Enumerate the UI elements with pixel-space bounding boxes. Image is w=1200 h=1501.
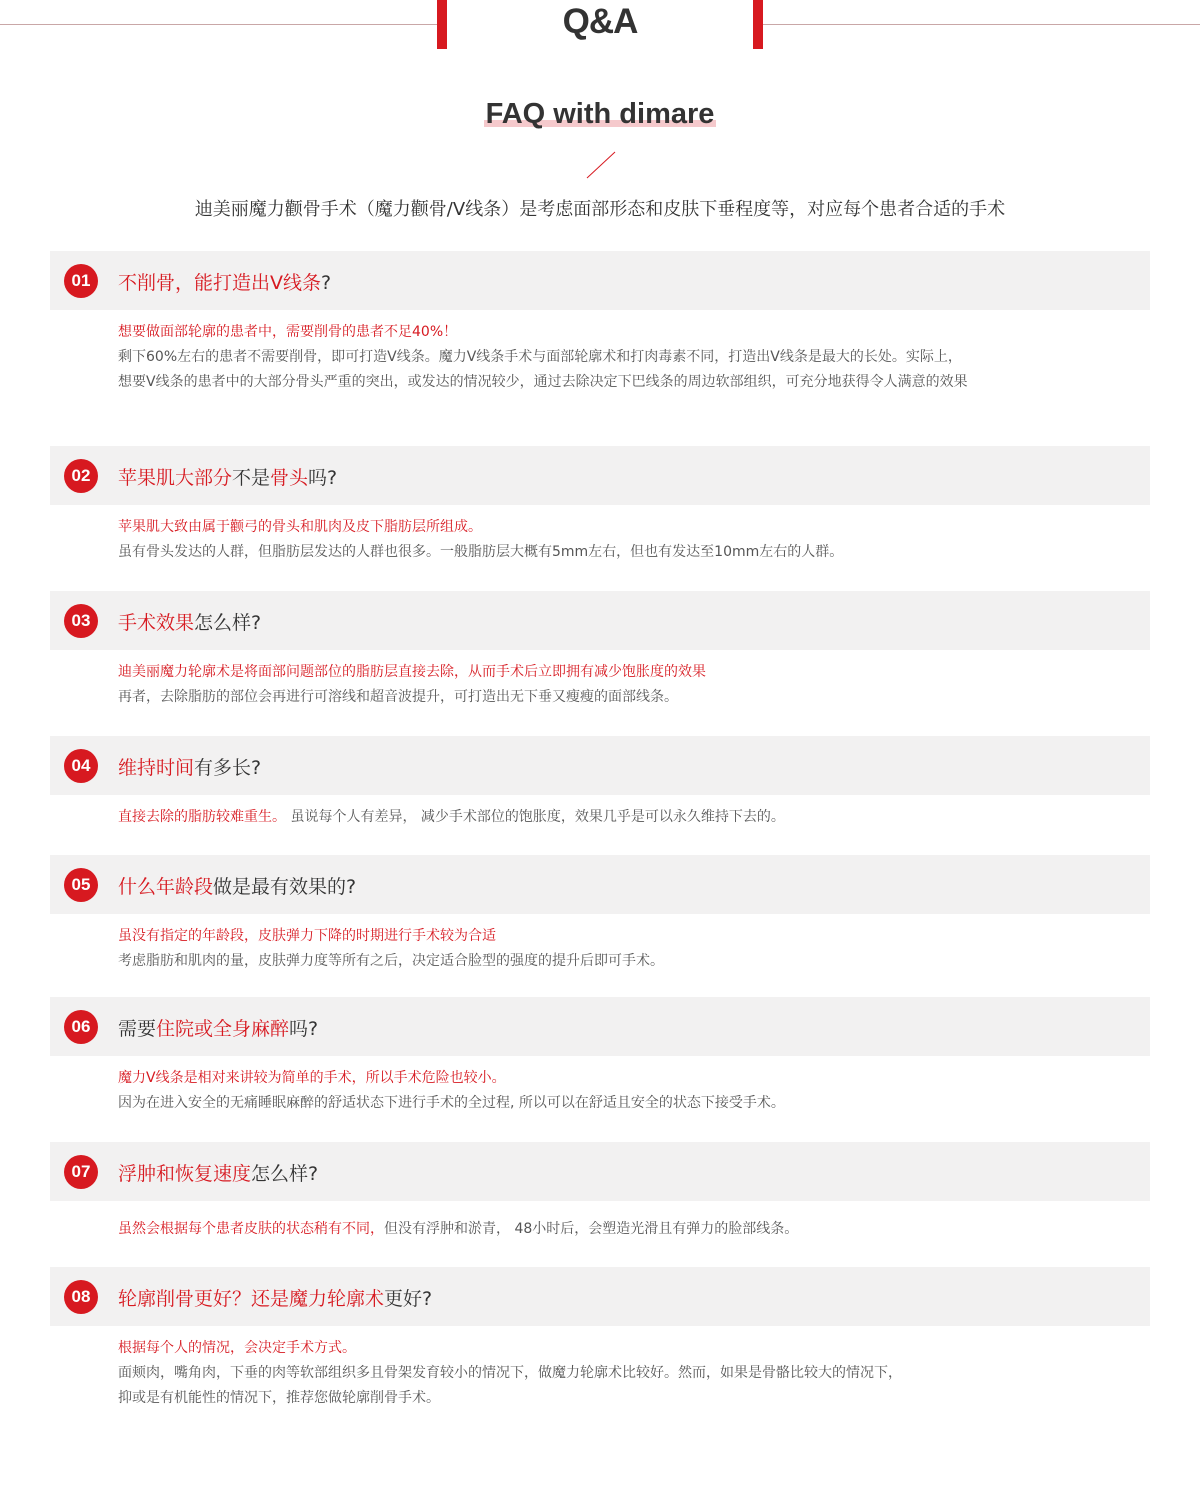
faq-number-badge: 02 bbox=[64, 459, 98, 493]
faq-answer-line bbox=[118, 1336, 1118, 1361]
faq-answer-segment: 苹果肌大致由属于颧弓的骨头和肌肉及皮下脂肪层所组成。 bbox=[118, 519, 482, 535]
faq-answer-line bbox=[118, 1386, 1118, 1411]
faq-answer-segment: 迪美丽魔力轮廓术是将面部问题部位的脂肪层直接去除，从而手术后立即拥有减少饱胀度的效果 bbox=[118, 664, 706, 680]
faq-question-segment: 不是 bbox=[232, 467, 271, 489]
faq-question bbox=[118, 463, 337, 490]
faq-question bbox=[118, 608, 261, 635]
faq-question-segment: 不削骨，能打造出V线条 bbox=[118, 272, 321, 294]
faq-answer-line bbox=[118, 540, 1118, 565]
faq-answer-segment: 剩下60%左右的患者不需要削骨，即可打造V线条。魔力V线条手术与面部轮廓术和打肉毒素不同，打造出V线条是最大的长处。实际上， bbox=[118, 349, 962, 365]
header-accent-bar-right bbox=[753, 0, 763, 49]
faq-answer-line bbox=[118, 924, 1118, 949]
faq-answer-line bbox=[118, 1361, 1118, 1386]
faq-question bbox=[118, 753, 261, 780]
faq-answer-line bbox=[118, 949, 1118, 974]
faq-number-badge: 04 bbox=[64, 749, 98, 783]
faq-answer-line bbox=[118, 345, 1118, 370]
faq-answer-line bbox=[118, 805, 1118, 830]
faq-question-segment: 轮廓削骨更好？还是魔力轮廓术 bbox=[118, 1288, 385, 1310]
faq-question-bar bbox=[50, 251, 1150, 310]
page-title: Q&A bbox=[562, 2, 638, 41]
faq-answer-segment: 面颊肉，嘴角肉，下垂的肉等软部组织多且骨架发育较小的情况下，做魔力轮廓术比较好。然而，如果是骨骼比较大的情况下， bbox=[118, 1365, 902, 1381]
slash-decoration-icon bbox=[586, 151, 616, 179]
faq-answer-segment: 魔力V线条是相对来讲较为简单的手术，所以手术危险也较小。 bbox=[118, 1070, 506, 1086]
faq-question-segment: 吗? bbox=[308, 467, 338, 489]
faq-question bbox=[118, 1014, 318, 1041]
header-divider-left bbox=[0, 24, 440, 25]
faq-number-badge: 01 bbox=[64, 264, 98, 298]
faq-answer-segment: 虽然会根据每个患者皮肤的状态稍有不同， bbox=[118, 1221, 384, 1237]
faq-question-segment: 骨头 bbox=[270, 467, 309, 489]
faq-answer-segment: 抑或是有机能性的情况下，推荐您做轮廓削骨手术。 bbox=[118, 1390, 440, 1406]
faq-answer-line bbox=[118, 1066, 1118, 1091]
faq-question-segment: 有多长? bbox=[194, 757, 262, 779]
faq-answer bbox=[118, 1217, 1118, 1242]
faq-question-segment: 手术效果 bbox=[118, 612, 195, 634]
faq-answer bbox=[118, 660, 1118, 710]
faq-answer-segment: 考虑脂肪和肌肉的量，皮肤弹力度等所有之后，决定适合脸型的强度的提升后即可手术。 bbox=[118, 953, 664, 969]
faq-answer-segment: 想要V线条的患者中的大部分骨头严重的突出，或发达的情况较少，通过去除决定下巴线条的周边软部组织，可充分地获得令人满意的效果 bbox=[118, 374, 968, 390]
faq-question-bar bbox=[50, 997, 1150, 1056]
faq-question-bar bbox=[50, 736, 1150, 795]
faq-answer-segment: 直接去除的脂肪较难重生。 bbox=[118, 809, 286, 825]
faq-answer-line bbox=[118, 320, 1118, 345]
faq-number-badge: 06 bbox=[64, 1010, 98, 1044]
faq-section-title bbox=[0, 98, 1200, 131]
faq-question-segment: 需要 bbox=[118, 1018, 157, 1040]
faq-question-bar bbox=[50, 1267, 1150, 1326]
faq-question-segment: 吗? bbox=[289, 1018, 319, 1040]
faq-answer bbox=[118, 320, 1118, 395]
faq-answer-segment: 因为在进入安全的无痛睡眠麻醉的舒适状态下进行手术的全过程, 所以可以在舒适且安全的状态下接受手术。 bbox=[118, 1095, 785, 1111]
faq-answer bbox=[118, 1336, 1118, 1411]
faq-question-bar bbox=[50, 591, 1150, 650]
faq-number-badge: 07 bbox=[64, 1155, 98, 1189]
header-divider-right bbox=[762, 24, 1200, 25]
faq-answer-segment: 根据每个人的情况，会决定手术方式。 bbox=[118, 1340, 356, 1356]
intro-text: 迪美丽魔力颧骨手术（魔力颧骨/V线条）是考虑面部形态和皮肤下垂程度等，对应每个患者合适的手术 bbox=[194, 199, 1006, 220]
faq-answer-line bbox=[118, 685, 1118, 710]
faq-answer-segment: 虽没有指定的年龄段，皮肤弹力下降的时期进行手术较为合适 bbox=[118, 928, 496, 944]
faq-number-badge: 08 bbox=[64, 1280, 98, 1314]
faq-question-bar bbox=[50, 446, 1150, 505]
faq-answer bbox=[118, 924, 1118, 974]
faq-question-segment: 住院或全身麻醉 bbox=[156, 1018, 290, 1040]
header-accent-bar-left bbox=[437, 0, 447, 49]
faq-question-segment: 什么年龄段 bbox=[118, 876, 214, 898]
faq-question-segment: 怎么样? bbox=[194, 612, 262, 634]
faq-number-badge: 05 bbox=[64, 868, 98, 902]
faq-answer-line bbox=[118, 1217, 1118, 1242]
faq-question-segment: 怎么样? bbox=[251, 1163, 319, 1185]
faq-answer bbox=[118, 515, 1118, 565]
faq-question-bar bbox=[50, 1142, 1150, 1201]
faq-number-badge: 03 bbox=[64, 604, 98, 638]
faq-answer-line bbox=[118, 1091, 1118, 1116]
faq-section-title-text: FAQ with dimare bbox=[485, 98, 715, 130]
faq-question-segment: 苹果肌大部分 bbox=[118, 467, 233, 489]
faq-answer-line bbox=[118, 370, 1118, 395]
faq-question bbox=[118, 872, 356, 899]
faq-question-segment: 做是最有效果的? bbox=[213, 876, 357, 898]
faq-question bbox=[118, 1284, 432, 1311]
faq-answer-line bbox=[118, 515, 1118, 540]
faq-answer-segment: 虽有骨头发达的人群，但脂肪层发达的人群也很多。一般脂肪层大概有5mm左右，但也有发达至10mm左右的人群。 bbox=[118, 544, 844, 560]
faq-answer bbox=[118, 805, 1118, 830]
faq-answer-segment: 再者，去除脂肪的部位会再进行可溶线和超音波提升，可打造出无下垂又瘦瘦的面部线条。 bbox=[118, 689, 678, 705]
faq-answer-line bbox=[118, 660, 1118, 685]
faq-answer-segment: 虽说每个人有差异， 减少手术部位的饱胀度，效果几乎是可以永久维持下去的。 bbox=[286, 809, 785, 825]
faq-question-segment: 更好? bbox=[384, 1288, 433, 1310]
faq-question-segment: 维持时间 bbox=[118, 757, 195, 779]
faq-question-segment: ? bbox=[321, 272, 332, 294]
faq-question bbox=[118, 1159, 318, 1186]
faq-question-bar bbox=[50, 855, 1150, 914]
faq-question bbox=[118, 268, 331, 295]
faq-answer bbox=[118, 1066, 1118, 1116]
faq-question-segment: 浮肿和恢复速度 bbox=[118, 1163, 252, 1185]
faq-answer-segment: 但没有浮肿和淤青， 48小时后，会塑造光滑且有弹力的脸部线条。 bbox=[384, 1221, 799, 1237]
faq-answer-segment: 想要做面部轮廓的患者中，需要削骨的患者不足40%！ bbox=[118, 324, 458, 340]
